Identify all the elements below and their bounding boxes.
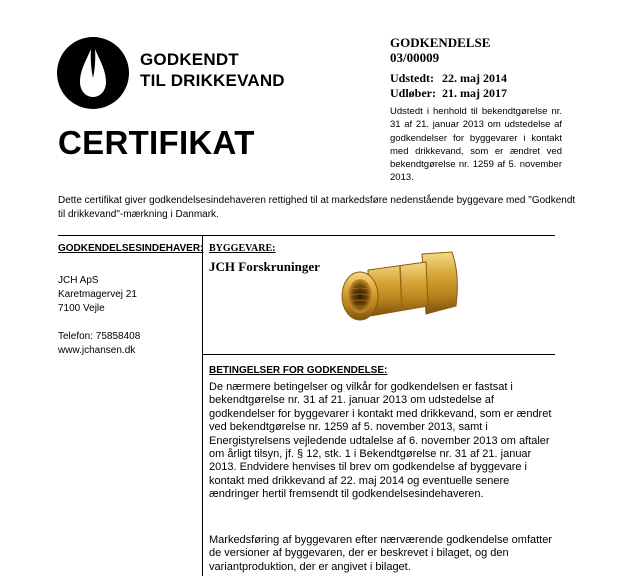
approval-number: 03/00009 (390, 50, 440, 65)
product-label: BYGGEVARE: (209, 243, 276, 254)
holder-label: GODKENDELSESINDEHAVER: (58, 243, 204, 254)
approval-label: GODKENDELSE (390, 35, 491, 50)
legal-basis-text: Udstedt i henhold til bekendtgørelse nr. 31 af 21. januar 2013 om udstedelse af godkendelser for byggevarer i kontakt med drikkevand, som er ændret ved bekendtgørelse nr. 1259 af 5. november 2013. (390, 106, 562, 184)
certificate-title: CERTIFIKAT (58, 124, 255, 161)
holder-name: JCH ApS (58, 275, 99, 286)
intro-text: Dette certifikat giver godkendelsesindehaveren rettighed til at markedsføre nedenstående byggevare med "Godkendt til drikkevand"-mærkning i Danmark. (58, 195, 576, 220)
conditions-paragraph: De nærmere betingelser og vilkår for godkendelsen er fastsat i bekendtgørelse nr. 31 af 21. januar 2013 om udstedelse af godkendelser for byggevarer i kontakt med drikkevand, som er ændret ved bekendtgørelse nr. 1259 af 5. november 2013, samt i Energistyrelsens vejledende udtalelse af 6. november 2013 om aftaler om årligt tilsyn, jf. § 12, stk. 1 i Bekendtgørelse nr. 31 af 21. januar 2013. Endvidere henvises til brev om godkendelse af byggevare i kontakt med drikkevand af 22. maj 2014 og eventuelle senere ændringer hertil fremsendt til godkendelsesindehaveren. (209, 381, 552, 501)
expiry-date: 21. maj 2017 (442, 86, 507, 100)
holder-city: 7100 Vejle (58, 303, 105, 314)
conditions-paragraph: Markedsføring af byggevaren efter nærværende godkendelse omfatter de versioner af byggevaren, der er beskrevet i bilaget, og den variantproduktion, der er angivet i bilaget. (209, 534, 553, 573)
logo-text-line1: GODKENDT (140, 50, 239, 69)
product-name: JCH Forskruninger (209, 259, 320, 274)
table-middle-divider (203, 354, 555, 355)
table-top-divider (58, 235, 555, 236)
holder-street: Karetmagervej 21 (58, 289, 137, 300)
brass-fitting-photo (330, 244, 470, 334)
holder-website: www.jchansen.dk (58, 345, 136, 356)
conditions-label: BETINGELSER FOR GODKENDELSE: (209, 365, 388, 376)
table-column-divider (202, 235, 203, 576)
holder-phone: Telefon: 75858408 (58, 331, 141, 342)
issued-label: Udstedt: (390, 71, 434, 85)
water-drop-logo-icon (56, 34, 130, 110)
expiry-label: Udløber: (390, 86, 436, 100)
issued-date: 22. maj 2014 (442, 71, 507, 85)
logo-text-line2: TIL DRIKKEVAND (140, 71, 285, 90)
